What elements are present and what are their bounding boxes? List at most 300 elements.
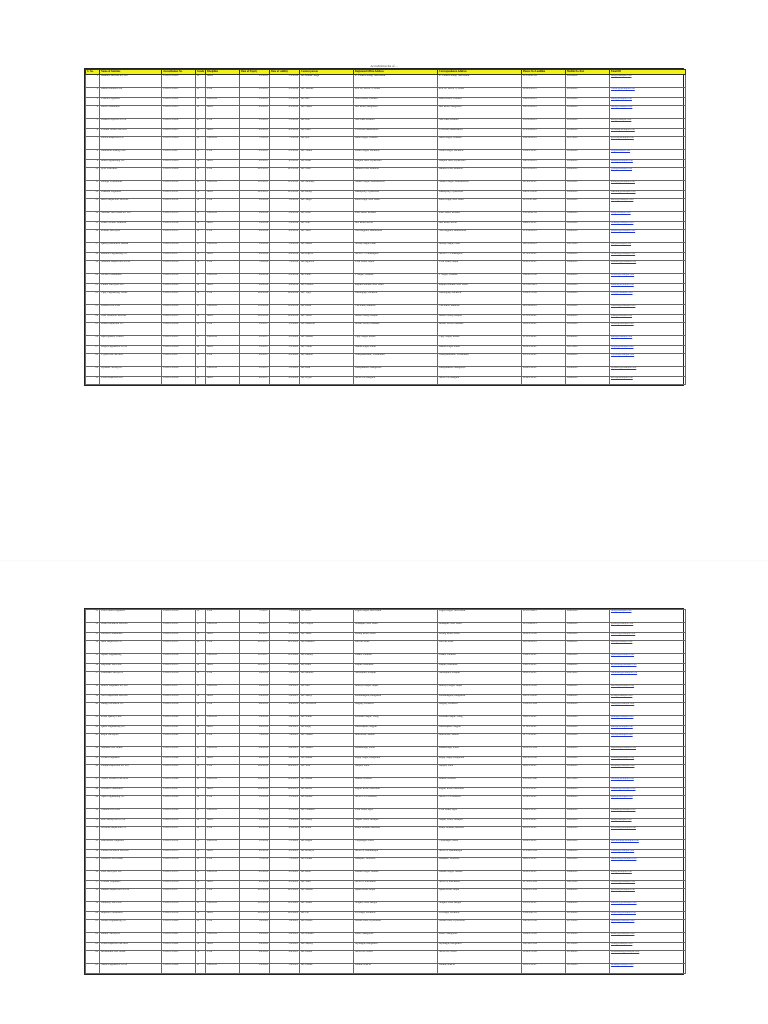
table-cell: 14 bbox=[86, 212, 100, 222]
table-cell: 65 bbox=[86, 964, 100, 974]
email-link[interactable]: excel@example.com bbox=[610, 377, 686, 385]
table-cell: Electrical bbox=[206, 809, 240, 819]
table-cell: 1/3/2017 bbox=[240, 323, 270, 336]
table-cell: 7/5/2022 bbox=[270, 858, 300, 871]
table-cell: Deccan, Pune bbox=[438, 641, 522, 654]
table-cell: Lajpat Nagar, New Delhi bbox=[438, 610, 522, 623]
table-cell: Lal Bagh, Lucknow bbox=[438, 912, 522, 920]
email-link[interactable]: western@example.com bbox=[610, 305, 686, 315]
table-cell: Elite Surveyors Ltd bbox=[100, 871, 162, 881]
table-cell: Vellayambalam, Trivandrum bbox=[354, 354, 438, 367]
email-link[interactable]: orient@example.com bbox=[610, 222, 686, 230]
table-cell: 1-4/2015/1008 bbox=[162, 160, 196, 168]
table-cell: Deccan, Pune bbox=[354, 641, 438, 654]
table-cell: 98300000 bbox=[566, 274, 610, 284]
table-cell: 3/5/2022 bbox=[270, 819, 300, 827]
table-cell: Saheed Nagar, Bhubaneswar bbox=[438, 181, 522, 191]
table-cell: 0522-298765 bbox=[522, 912, 566, 920]
table-cell: Hazratganj, Lucknow bbox=[354, 292, 438, 305]
table-cell: 0172-287654 bbox=[522, 881, 566, 889]
email-link[interactable]: qab@example.com bbox=[610, 243, 686, 253]
email-link[interactable]: trident@example.com bbox=[610, 757, 686, 765]
table-cell: 10/3/2020 bbox=[270, 641, 300, 654]
table-cell: 1-4/2015/1041 bbox=[162, 726, 196, 734]
email-link[interactable]: zeal@example.com bbox=[610, 819, 686, 827]
table-cell: A bbox=[196, 315, 206, 323]
table-cell: 6 bbox=[86, 129, 100, 137]
table-cell: 4/1/2015 bbox=[240, 106, 270, 119]
email-link[interactable]: united@example.com bbox=[610, 284, 686, 292]
email-link[interactable]: crystal@example.com bbox=[610, 354, 686, 367]
table-cell: 1-4/2015/1057 bbox=[162, 889, 196, 902]
table-cell: Mall Road, Shimla bbox=[354, 734, 438, 747]
accreditation-table-2 bbox=[85, 609, 686, 974]
email-link[interactable]: jubilee@example.com bbox=[610, 920, 686, 933]
table-cell: 1-4/2015/1018 bbox=[162, 261, 196, 274]
table-cell: Kankarbagh, Patna bbox=[438, 747, 522, 757]
table-cell: Zeal Surveyors Pvt Ltd bbox=[100, 819, 162, 827]
table-cell: A bbox=[196, 943, 206, 951]
table-cell: Sector 17, Chandigarh bbox=[438, 253, 522, 261]
table-cell: 4/2/2019 bbox=[270, 230, 300, 243]
email-link[interactable]: millennium@example.com bbox=[610, 951, 686, 964]
table-row bbox=[86, 137, 686, 150]
table-cell: Quest Engineering Ltd bbox=[100, 726, 162, 734]
email-link[interactable]: jupiter@example.com bbox=[610, 654, 686, 664]
table-row bbox=[86, 98, 686, 106]
table-cell: Mr. Joshi bbox=[300, 168, 354, 181]
email-link[interactable]: vertex@example.com bbox=[610, 778, 686, 788]
table-cell: 27 bbox=[86, 346, 100, 354]
table-cell: 1-4/2015/1025 bbox=[162, 336, 196, 346]
email-link[interactable]: genesis@example.com bbox=[610, 889, 686, 902]
email-link[interactable]: royal@example.com bbox=[610, 734, 686, 747]
table-cell: Civil bbox=[206, 199, 240, 212]
table-cell: 7/4/2018 bbox=[240, 734, 270, 747]
table-cell: Vellayambalam, Trivandrum bbox=[438, 354, 522, 367]
table-cell: A bbox=[196, 858, 206, 871]
email-link[interactable]: mail@example.com bbox=[610, 98, 686, 106]
table-cell: Landmark Surveyors bbox=[100, 672, 162, 685]
table-cell: 1/1/2015 bbox=[240, 75, 270, 88]
table-cell: 5/6/2023 bbox=[270, 964, 300, 974]
email-link[interactable]: delta@example.com bbox=[610, 106, 686, 119]
email-link[interactable]: diamond@example.com bbox=[610, 858, 686, 871]
table-cell: 0522-276543 bbox=[522, 292, 566, 305]
table-cell: 080-2987654 bbox=[522, 943, 566, 951]
table-cell: Mr. Jain bbox=[300, 685, 354, 695]
table-cell: 29 bbox=[86, 367, 100, 377]
table-cell: Eastern Projects Pvt Ltd bbox=[100, 119, 162, 129]
email-link[interactable]: quest@example.com bbox=[610, 726, 686, 734]
table-cell: 6/5/2022 bbox=[270, 850, 300, 858]
table-cell: Mr. Mohanty bbox=[300, 181, 354, 191]
table-cell: Electrical bbox=[206, 716, 240, 726]
table-cell: Shivaji Nagar, Pune bbox=[354, 243, 438, 253]
table-cell: 0761-234567 bbox=[522, 819, 566, 827]
table-cell: 98360000 bbox=[566, 336, 610, 346]
table-cell: 0471-234567 bbox=[522, 354, 566, 367]
table-cell: A bbox=[196, 261, 206, 274]
table-cell: 8/4/2021 bbox=[270, 747, 300, 757]
email-link[interactable]: unique@example.com bbox=[610, 765, 686, 778]
table-cell: Boring Road, Patna bbox=[354, 633, 438, 641]
table-cell: 7/3/2020 bbox=[270, 610, 300, 623]
email-link[interactable]: bright@example.com bbox=[610, 346, 686, 354]
email-link[interactable]: jyoti@example.com bbox=[610, 168, 686, 181]
table-cell: Ideal Inspection Co. bbox=[100, 641, 162, 654]
table-cell: Sardarpura, Jodhpur bbox=[438, 672, 522, 685]
email-link[interactable]: global@example.com bbox=[610, 137, 686, 150]
table-cell: 56 bbox=[86, 871, 100, 881]
table-cell: Electrical bbox=[206, 747, 240, 757]
table-row bbox=[86, 695, 686, 703]
table-cell: 079-2654321 bbox=[522, 230, 566, 243]
email-link[interactable]: keystone@example.com bbox=[610, 664, 686, 672]
table-cell: Jayanagar, Bengaluru bbox=[438, 943, 522, 951]
table-cell: 1/5/2019 bbox=[240, 796, 270, 809]
table-row bbox=[86, 964, 686, 974]
table-cell: 12/5/2019 bbox=[240, 912, 270, 920]
table-row bbox=[86, 757, 686, 765]
table-cell: Civil bbox=[206, 150, 240, 160]
table-cell: 4/6/2023 bbox=[270, 951, 300, 964]
email-link[interactable]: prime@example.com bbox=[610, 716, 686, 726]
table-cell: A bbox=[196, 168, 206, 181]
table-cell: Gomti Nagar, Lucknow bbox=[438, 150, 522, 160]
table-cell: 1-4/2015/1020 bbox=[162, 284, 196, 292]
email-link[interactable]: horizon@example.com bbox=[610, 633, 686, 641]
table-row bbox=[86, 951, 686, 964]
table-cell: Mech bbox=[206, 695, 240, 703]
table-cell: Apex Quality Control bbox=[100, 336, 162, 346]
email-link[interactable]: kinetic@example.com bbox=[610, 933, 686, 943]
column-header: Date of Expiry bbox=[240, 70, 270, 75]
table-cell: 6/3/2017 bbox=[240, 377, 270, 385]
table-cell: 98230000 bbox=[566, 199, 610, 212]
table-cell: 1-4/2015/1064 bbox=[162, 964, 196, 974]
email-link[interactable]: yash@example.com bbox=[610, 315, 686, 323]
table-cell: 1-4/2015/1010 bbox=[162, 181, 196, 191]
table-cell: 4/4/2021 bbox=[270, 703, 300, 716]
table-cell: 6/1/2018 bbox=[270, 129, 300, 137]
email-link[interactable]: harmony@example.com bbox=[610, 902, 686, 912]
table-cell: 40 bbox=[86, 703, 100, 716]
table-cell: Electrical bbox=[206, 685, 240, 695]
table-cell: 4/1/2018 bbox=[270, 106, 300, 119]
table-cell: 2/1/2015 bbox=[240, 88, 270, 98]
table-cell: 2/4/2021 bbox=[270, 685, 300, 695]
table-cell: 26 bbox=[86, 336, 100, 346]
email-link[interactable]: first@example.com bbox=[610, 610, 686, 623]
table-cell: 1-4/2015/1056 bbox=[162, 881, 196, 889]
table-cell: Mr. Kapoor bbox=[300, 253, 354, 261]
table-cell: B bbox=[196, 778, 206, 788]
email-link[interactable]: nth@example.com bbox=[610, 212, 686, 222]
table-cell: 33 bbox=[86, 633, 100, 641]
table-cell: Millennium Test House bbox=[100, 951, 162, 964]
table-cell: Fortune Techno Services bbox=[100, 129, 162, 137]
email-link[interactable]: citadel@example.com bbox=[610, 850, 686, 858]
table-cell: 7/3/2017 bbox=[240, 610, 270, 623]
table-row bbox=[86, 871, 686, 881]
table-cell: Arera Colony, Bhopal bbox=[354, 315, 438, 323]
table-cell: Coastal Engineers bbox=[100, 98, 162, 106]
email-link[interactable]: lakshmi@example.com bbox=[610, 191, 686, 199]
table-cell: B bbox=[196, 119, 206, 129]
table-cell: 4 bbox=[86, 106, 100, 119]
table-cell: Mr. Chauhan bbox=[300, 809, 354, 819]
table-cell: Mr. Arora bbox=[300, 610, 354, 623]
table-cell: 9/3/2020 bbox=[270, 633, 300, 641]
table-cell: 98160000 bbox=[566, 129, 610, 137]
email-link[interactable]: vijay@example.com bbox=[610, 292, 686, 305]
table-cell: Mr. Acharya bbox=[300, 850, 354, 858]
table-cell: 0141-287654 bbox=[522, 889, 566, 902]
table-cell: Rajaji Nagar, Bengaluru bbox=[354, 757, 438, 765]
table-cell: 11/2/2019 bbox=[270, 305, 300, 315]
table-cell: 98680000 bbox=[566, 889, 610, 902]
table-cell: 98580000 bbox=[566, 788, 610, 796]
table-cell: Benchmark Engineers bbox=[100, 840, 162, 850]
table-cell: Wisdom Consultants bbox=[100, 788, 162, 796]
table-cell: Sector 62, Noida bbox=[438, 951, 522, 964]
table-cell: Mr. Vijay bbox=[300, 292, 354, 305]
table-cell: 11 bbox=[86, 181, 100, 191]
table-cell: 0361-234567 bbox=[522, 664, 566, 672]
table-cell: 12 bbox=[86, 191, 100, 199]
table-cell: Matrix Engineers Pvt Ltd bbox=[100, 685, 162, 695]
table-cell: 98200000 bbox=[566, 168, 610, 181]
table-cell: 3/6/2020 bbox=[240, 943, 270, 951]
table-row bbox=[86, 726, 686, 734]
table-cell: Metro Inspection Services bbox=[100, 199, 162, 212]
table-cell: Electrical bbox=[206, 98, 240, 106]
table-cell: Shivaji Nagar, Pune bbox=[438, 243, 522, 253]
table-cell: Imperial Consultants bbox=[100, 912, 162, 920]
email-link[interactable]: techno@example.com bbox=[610, 274, 686, 284]
email-link[interactable]: pioneer@example.com bbox=[610, 230, 686, 243]
table-row bbox=[86, 106, 686, 119]
email-link[interactable]: benchmark@example.com bbox=[610, 840, 686, 850]
table-cell: Civil bbox=[206, 796, 240, 809]
table-cell: 1/4/2018 bbox=[240, 672, 270, 685]
table-cell: 5/1/2018 bbox=[270, 119, 300, 129]
table-cell: 27 Lodhi Colony, New Delhi bbox=[438, 75, 522, 88]
table-cell: 98600000 bbox=[566, 809, 610, 819]
table-cell: 1/1/2018 bbox=[270, 75, 300, 88]
table-cell: MG Road, Bengaluru bbox=[354, 106, 438, 119]
table-cell: Harmony Test Labs bbox=[100, 902, 162, 912]
table-cell: Civil bbox=[206, 734, 240, 747]
column-header: Grade bbox=[197, 69, 205, 73]
table-cell: Mech bbox=[206, 726, 240, 734]
table-cell: 12/3/2020 bbox=[270, 664, 300, 672]
table-cell: 0612-276543 bbox=[522, 633, 566, 641]
table-cell: 8/5/2019 bbox=[240, 871, 270, 881]
table-cell: 9/2/2016 bbox=[240, 284, 270, 292]
table-cell: 079-2345678 bbox=[522, 129, 566, 137]
email-link[interactable]: accurate@example.com bbox=[610, 827, 686, 840]
table-cell: Mech bbox=[206, 222, 240, 230]
table-cell: 98670000 bbox=[566, 881, 610, 889]
table-cell: 1-4/2015/1006 bbox=[162, 137, 196, 150]
table-row bbox=[86, 858, 686, 871]
table-cell: Mr. Shetty bbox=[300, 695, 354, 703]
email-link[interactable]: metro@example.com bbox=[610, 199, 686, 212]
table-cell: 98400000 bbox=[566, 377, 610, 385]
table-cell: T Nagar, Chennai bbox=[354, 274, 438, 284]
table-cell: 0522-234567 bbox=[522, 150, 566, 160]
table-cell: Mr. Das bbox=[300, 119, 354, 129]
table-cell: 1/6/2020 bbox=[240, 920, 270, 933]
table-cell: 10/5/2022 bbox=[270, 889, 300, 902]
table-cell: Mr. Yadav bbox=[300, 315, 354, 323]
table-cell: 1-4/2015/1059 bbox=[162, 912, 196, 920]
table-cell: 1-4/2015/1028 bbox=[162, 367, 196, 377]
email-link[interactable]: dynamic@example.com bbox=[610, 367, 686, 377]
email-link[interactable]: xpert@example.com bbox=[610, 796, 686, 809]
table-cell: Karol Bagh, New Delhi bbox=[438, 199, 522, 212]
table-cell: Electrical bbox=[206, 336, 240, 346]
table-cell: 98150000 bbox=[566, 119, 610, 129]
column-header: Name of Institute bbox=[100, 70, 162, 75]
table-cell: 0124-234567 bbox=[522, 377, 566, 385]
email-link[interactable]: ideal@example.com bbox=[610, 641, 686, 654]
table-cell: Sector 15, Faridabad bbox=[354, 796, 438, 809]
email-link[interactable]: frontier@example.com bbox=[610, 881, 686, 889]
table-cell: 1-4/2015/1055 bbox=[162, 871, 196, 881]
table-cell: A bbox=[196, 827, 206, 840]
sheet-1 bbox=[84, 68, 684, 386]
table-cell: 98500000 bbox=[566, 703, 610, 716]
table-cell: 3/1/2015 bbox=[240, 98, 270, 106]
table-row bbox=[86, 778, 686, 788]
table-cell: Prime Quality Labs bbox=[100, 716, 162, 726]
table-cell: Mr. Pandey bbox=[300, 654, 354, 664]
table-cell: 033-2456789 bbox=[522, 212, 566, 222]
email-link[interactable]: yamuna@example.com bbox=[610, 809, 686, 819]
table-row bbox=[86, 168, 686, 181]
email-link[interactable]: lotus@example.com bbox=[610, 943, 686, 951]
table-cell: 10/3/2017 bbox=[240, 641, 270, 654]
table-cell: 1-4/2015/1022 bbox=[162, 305, 196, 315]
email-link[interactable]: reliable@example.com bbox=[610, 253, 686, 261]
table-cell: 2/1/2018 bbox=[270, 88, 300, 98]
email-link[interactable]: standard@example.com bbox=[610, 261, 686, 274]
email-link[interactable]: wisdom@example.com bbox=[610, 788, 686, 796]
table-cell: 55 bbox=[86, 858, 100, 871]
table-cell: 98350000 bbox=[566, 323, 610, 336]
table-cell: Sector 15, Faridabad bbox=[438, 796, 522, 809]
email-link[interactable]: imperial@example.com bbox=[610, 912, 686, 920]
table-cell: Indus Engineering Ltd bbox=[100, 160, 162, 168]
email-link[interactable]: kalinga@example.com bbox=[610, 181, 686, 191]
table-cell: 10/4/2021 bbox=[270, 765, 300, 778]
email-link[interactable]: supreme@example.com bbox=[610, 747, 686, 757]
email-link[interactable]: info@example.com bbox=[610, 75, 686, 88]
table-cell: First Choice Engineers bbox=[100, 610, 162, 623]
table-cell: 6/2/2016 bbox=[240, 253, 270, 261]
table-cell: Mr. Rana bbox=[300, 871, 354, 881]
email-link[interactable]: grand@example.com bbox=[610, 623, 686, 633]
table-cell: 49 bbox=[86, 796, 100, 809]
table-row bbox=[86, 850, 686, 858]
table-row bbox=[86, 912, 686, 920]
table-cell: 60 bbox=[86, 912, 100, 920]
table-cell: Park Street, Kolkata bbox=[438, 212, 522, 222]
email-link[interactable]: omega@example.com bbox=[610, 703, 686, 716]
table-cell: 39 bbox=[86, 695, 100, 703]
email-link[interactable]: nexus@example.com bbox=[610, 964, 686, 974]
table-cell: 98140000 bbox=[566, 106, 610, 119]
table-cell: 27 Lodhi Colony, New Delhi bbox=[354, 75, 438, 88]
table-cell: 98310000 bbox=[566, 284, 610, 292]
table-cell: 7/1/2015 bbox=[240, 137, 270, 150]
table-cell: Vijay Nagar, Indore bbox=[438, 336, 522, 346]
table-cell: Citadel Technical Services bbox=[100, 850, 162, 858]
table-cell: Electrical bbox=[206, 305, 240, 315]
email-link[interactable]: apex@example.com bbox=[610, 336, 686, 346]
table-row bbox=[86, 889, 686, 902]
table-cell: Dynamic Surveyors bbox=[100, 367, 162, 377]
table-cell: 12/5/2022 bbox=[270, 912, 300, 920]
table-cell: 8/2/2019 bbox=[270, 274, 300, 284]
email-link[interactable]: contact@example.com bbox=[610, 88, 686, 98]
email-link[interactable]: fortune@example.com bbox=[610, 129, 686, 137]
table-cell: 1 bbox=[86, 75, 100, 88]
table-cell: 1-4/2015/1015 bbox=[162, 230, 196, 243]
table-row bbox=[86, 230, 686, 243]
table-row bbox=[86, 685, 686, 695]
email-link[interactable]: landmark@example.com bbox=[610, 672, 686, 685]
table-cell: 1-4/2015/1016 bbox=[162, 243, 196, 253]
table-cell: Gomti Nagar, Lucknow bbox=[354, 150, 438, 160]
table-cell: 64 bbox=[86, 951, 100, 964]
table-cell: Adajan, Surat bbox=[438, 765, 522, 778]
email-link[interactable]: indus@example.com bbox=[610, 160, 686, 168]
table-cell: Mr. Bhatia bbox=[300, 951, 354, 964]
table-cell: 7/1/2018 bbox=[270, 137, 300, 150]
table-cell: 98330000 bbox=[566, 305, 610, 315]
table-cell: 7/4/2021 bbox=[270, 734, 300, 747]
table-cell: 0291-234567 bbox=[522, 672, 566, 685]
table-cell: Mech bbox=[206, 819, 240, 827]
email-link[interactable]: east@example.com bbox=[610, 119, 686, 129]
table-cell: Mech bbox=[206, 633, 240, 641]
table-cell: 0755-234567 bbox=[522, 315, 566, 323]
email-link[interactable]: zenith@example.com bbox=[610, 323, 686, 336]
table-cell: Janakpuri, New Delhi bbox=[438, 623, 522, 633]
table-cell: 8 bbox=[86, 150, 100, 160]
table-cell: 32 bbox=[86, 623, 100, 633]
table-cell: Mr. Sarkar bbox=[300, 902, 354, 912]
email-link[interactable]: nova@example.com bbox=[610, 695, 686, 703]
table-cell: 9 bbox=[86, 160, 100, 168]
email-link[interactable]: htl@example.com bbox=[610, 150, 686, 160]
table-row bbox=[86, 796, 686, 809]
table-row bbox=[86, 819, 686, 827]
table-cell: 1-4/2015/1053 bbox=[162, 850, 196, 858]
table-cell: Electrical bbox=[206, 871, 240, 881]
email-link[interactable]: matrix@example.com bbox=[610, 685, 686, 695]
table-cell: Excel Inspection Ltd bbox=[100, 377, 162, 385]
email-link[interactable]: elite@example.com bbox=[610, 871, 686, 881]
table-cell: Mr. Desai bbox=[300, 305, 354, 315]
table-cell: 0484-234567 bbox=[522, 222, 566, 230]
table-cell: 8/5/2022 bbox=[270, 871, 300, 881]
table-cell: A bbox=[196, 346, 206, 354]
